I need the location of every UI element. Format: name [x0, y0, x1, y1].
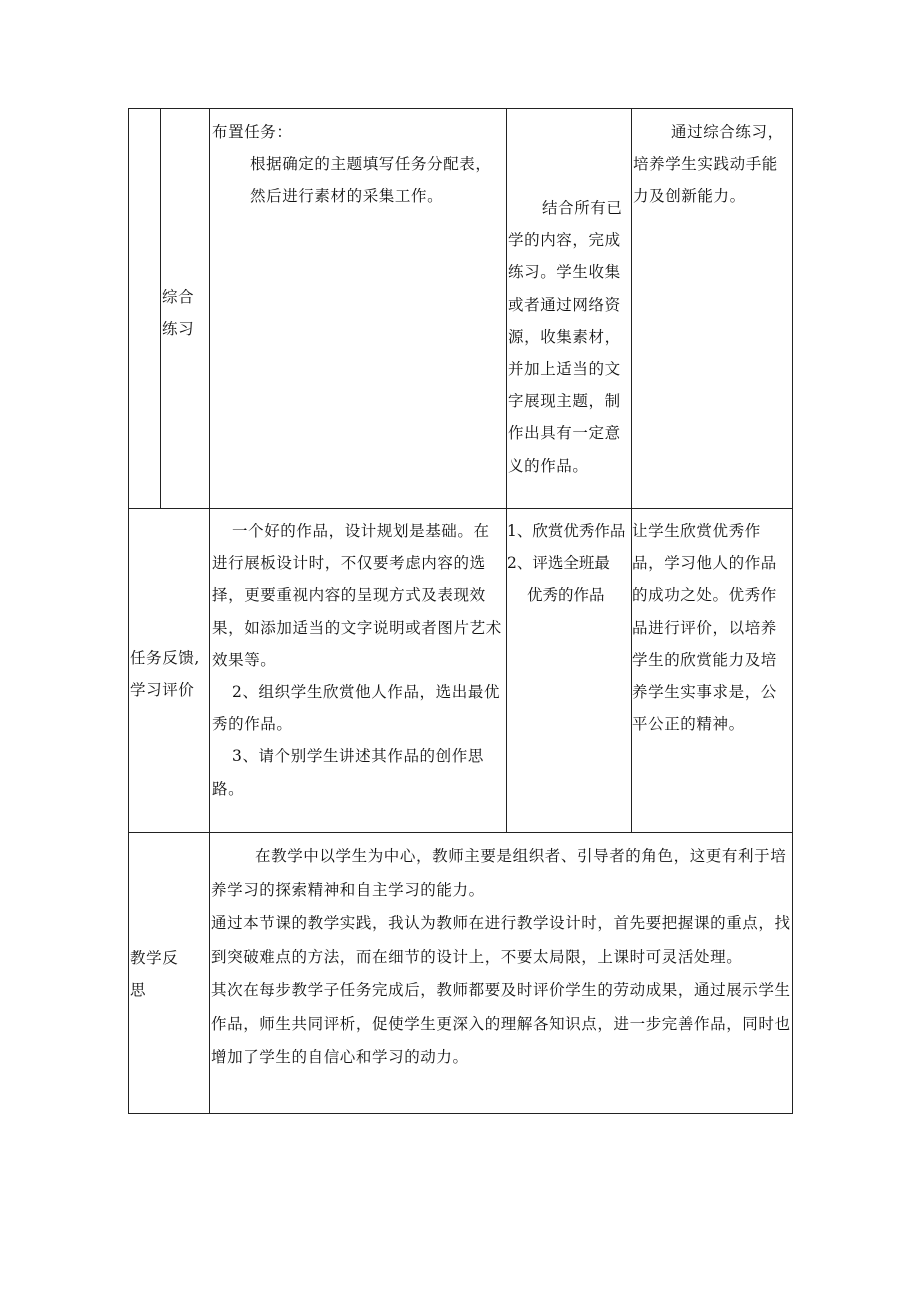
reflection-para-2: 通过本节课的教学实践，我认为教师在进行教学设计时，首先要把握课的重点，找到突破难点的方法，而在细节的设计上，不要太局限，上课时可灵活处理。 [211, 914, 791, 966]
row-divider-2 [128, 832, 793, 833]
feedback-teacher-cell [212, 515, 504, 805]
practice-label: 综合 练习 [162, 288, 195, 338]
col-divider-student [506, 108, 507, 832]
reflection-label: 教学反 思 [130, 949, 179, 999]
reflection-para-1: 在教学中以学生为中心，教师主要是组织者、引导者的角色，这更有利于培养学习的探索精神和自主学习的能力。 [211, 847, 787, 899]
table-left-border [128, 108, 129, 1114]
feedback-teacher-para-2: 2、组织学生欣赏他人作品，选出最优秀的作品。 [212, 683, 501, 734]
feedback-student-line-3: 优秀的作品 [527, 586, 605, 605]
table-right-border [792, 108, 793, 1114]
feedback-student-line-1: 1、欣赏优秀作品 [507, 522, 626, 540]
row-divider-1 [128, 508, 793, 509]
feedback-student-cell [507, 515, 631, 612]
feedback-intent-cell [632, 515, 791, 740]
practice-task-heading: 布置任务： [212, 123, 293, 141]
practice-student-text: 结合所有已学的内容，完成练习。学生收集或者通过网络资源，收集素材，并加上适当的文字展现主题，制作出具有一定意义的作品。 [508, 199, 623, 475]
feedback-student-line-2: 2、评选全班最 [507, 554, 610, 573]
practice-student-cell [508, 192, 630, 482]
practice-intent-text: 通过综合练习，培养学生实践动手能力及创新能力。 [633, 123, 784, 206]
feedback-intent-text: 让学生欣赏优秀作品，学习他人的作品的成功之处。优秀作品进行评价，以培养学生的欣赏能力及培养学生实事求是，公平公正的精神。 [632, 522, 777, 734]
practice-teacher-cell [212, 116, 504, 213]
reflection-para-3: 其次在每步教学子任务完成后，教师都要及时评价学生的劳动成果，通过展示学生作品，师生共同评析，促使学生更深入的理解各知识点，进一步完善作品，同时也增加了学生的自信心和学习的动力。 [211, 981, 791, 1066]
feedback-label: 任务反馈, 学习评价 [130, 649, 200, 699]
practice-inner-divider [160, 108, 161, 508]
feedback-teacher-para-3: 3、请个别学生讲述其作品的创作思路。 [212, 747, 484, 798]
col-divider-teacher [209, 108, 210, 1114]
practice-intent-cell [633, 116, 791, 213]
practice-task-text: 根据确定的主题填写任务分配表，然后进行素材的采集工作。 [250, 155, 492, 206]
table-top-border [128, 108, 793, 109]
reflection-cell [211, 840, 792, 1075]
table-bottom-border [128, 1113, 793, 1114]
feedback-teacher-para-1: 一个好的作品，设计规划是基础。在进行展板设计时，不仅要考虑内容的选择，更要重视内容的呈现方式及表现效果，如添加适当的文字说明或者图片艺术效果等。 [212, 522, 502, 669]
